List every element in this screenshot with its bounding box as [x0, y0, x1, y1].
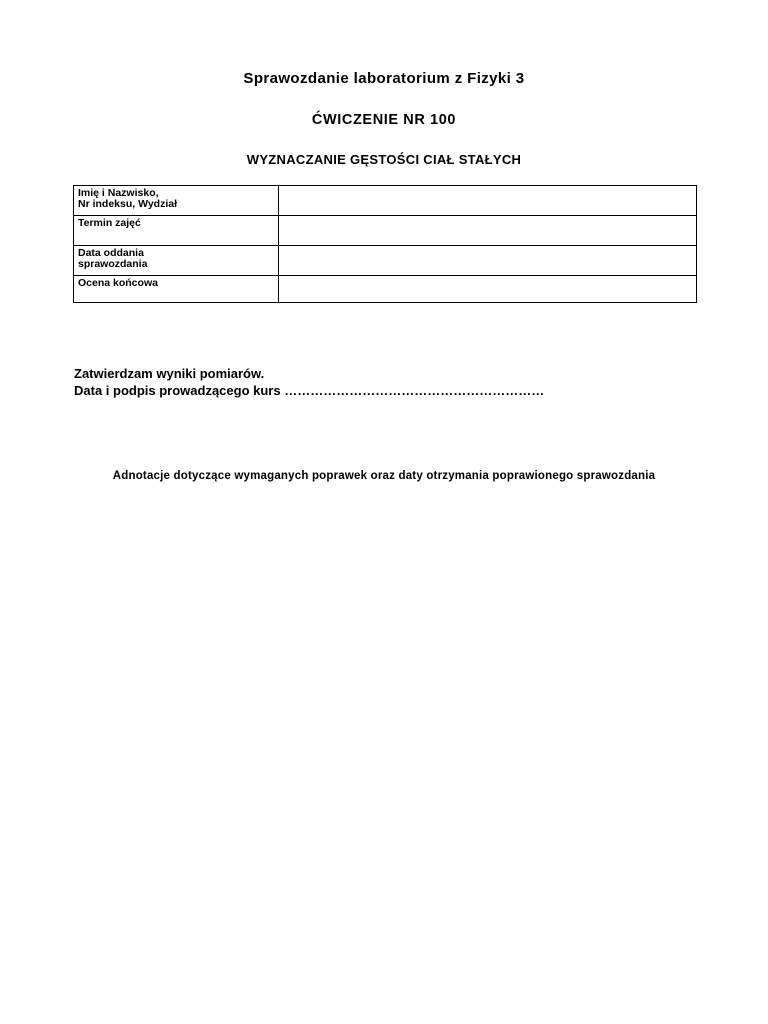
table-row: [74, 186, 697, 216]
name-index-value[interactable]: [279, 186, 697, 216]
approval-statement: Zatwierdzam wyniki pomiarów.: [74, 366, 265, 381]
label-line: Termin zajęć: [78, 217, 141, 229]
table-row: [74, 246, 697, 276]
submission-date-value[interactable]: [279, 246, 697, 276]
approval-section: [74, 365, 544, 399]
label-line: sprawozdania: [78, 258, 148, 270]
class-date-value[interactable]: [279, 216, 697, 246]
label-line: Nr indeksu, Wydział: [78, 198, 177, 210]
report-title: Sprawozdanie laboratorium z Fizyki 3: [243, 70, 525, 87]
exercise-topic: WYZNACZANIE GĘSTOŚCI CIAŁ STAŁYCH: [246, 152, 522, 167]
instructor-signature-line: Data i podpis prowadzącego kurs ……………………………………………………: [74, 383, 545, 398]
label-line: Imię i Nazwisko,: [78, 187, 159, 199]
table-row: [74, 276, 697, 303]
label-line: Ocena końcowa: [78, 277, 158, 289]
name-index-label: [74, 186, 279, 216]
submission-date-label: [74, 246, 279, 276]
final-grade-label: [74, 276, 279, 303]
student-info-table: [73, 185, 697, 303]
final-grade-value[interactable]: [279, 276, 697, 303]
class-date-label: [74, 216, 279, 246]
label-line: Data oddania: [78, 247, 144, 259]
table-row: [74, 216, 697, 246]
exercise-number: ĆWICZENIE NR 100: [311, 112, 457, 128]
corrections-annotation: Adnotacje dotyczące wymaganych poprawek oraz daty otrzymania poprawionego sprawozdania: [112, 470, 656, 482]
